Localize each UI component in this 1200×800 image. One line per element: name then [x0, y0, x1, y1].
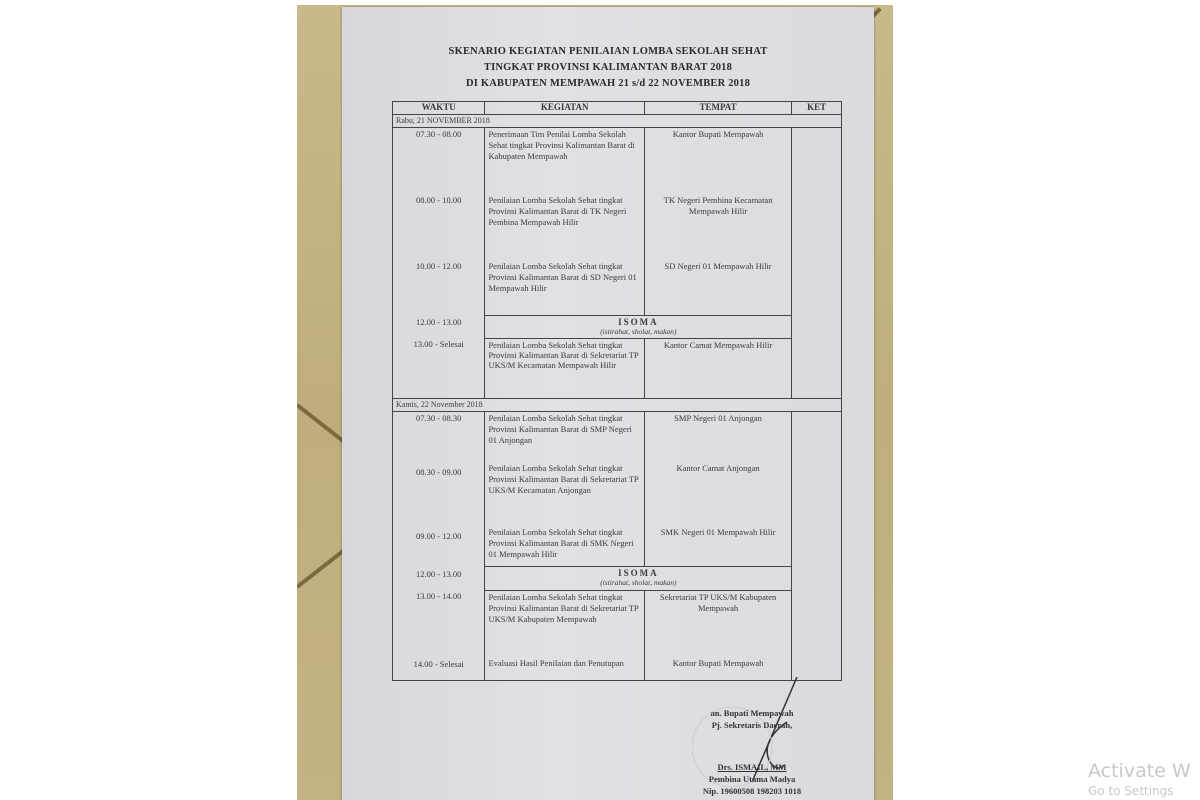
isoma-label: ISOMA	[618, 316, 659, 327]
isoma-sub: (istirahat, sholat, makan)	[600, 578, 677, 588]
header-kegiatan: KEGIATAN	[485, 102, 644, 115]
time-value: 12.00 - 13.00	[416, 317, 462, 327]
signature-block	[672, 707, 832, 797]
header-tempat: TEMPAT	[644, 102, 791, 115]
time-value: 07.30 - 08.30	[416, 413, 462, 423]
day-label: Kamis, 22 November 2018	[393, 399, 842, 412]
kegiatan-cell	[485, 412, 644, 567]
document-title	[342, 44, 874, 92]
floor-tile-line	[297, 403, 346, 443]
tempat-cell	[644, 412, 791, 567]
signatory-rank: Pembina Utama Madya	[708, 774, 796, 784]
tempat-text: SMK Negeri 01 Mempawah Hilir	[660, 527, 776, 537]
title-line-1: SKENARIO KEGIATAN PENILAIAN LOMBA SEKOLAH SEHAT	[448, 46, 768, 57]
table-header-row	[393, 102, 842, 115]
signatory-name: Drs. ISMAIL, MM	[717, 762, 787, 772]
kegiatan-text: Penilaian Lomba Sekolah Sehat tingkat Provinsi Kalimantan Barat di SMP Negeri 01 Anjongan	[488, 413, 632, 445]
watermark-line-2: Go to Settings	[1088, 784, 1174, 798]
tempat-text: Kantor Camat Mempawah Hilir	[644, 339, 791, 399]
time-value: 08.00 - 10.00	[416, 195, 462, 205]
time-cell	[393, 128, 485, 399]
table-row	[393, 412, 842, 567]
tempat-cell	[644, 590, 791, 680]
schedule-table	[392, 101, 842, 681]
time-value: 12.00 - 13.00	[416, 569, 462, 579]
tempat-text: Kantor Camat Anjongan	[676, 463, 760, 473]
header-waktu: WAKTU	[393, 102, 485, 115]
kegiatan-text: Penilaian Lomba Sekolah Sehat tingkat Provinsi Kalimantan Barat di Sekretariat TP UKS/M Kabupaten Mempawah	[488, 591, 639, 624]
tempat-text: SD Negeri 01 Mempawah Hilir	[664, 261, 772, 271]
kegiatan-text: Penilaian Lomba Sekolah Sehat tingkat Provinsi Kalimantan Barat di Sekretariat TP UKS/M Kecamatan Mempawah Hilir	[485, 339, 644, 399]
kegiatan-text: Penerimaan Tim Penilai Lomba Sekolah Sehat tingkat Provinsi Kalimantan Barat di Kabupaten Mempawah	[488, 129, 635, 161]
time-value: 08.30 - 09.00	[416, 467, 462, 477]
ket-cell	[792, 128, 842, 399]
day-row	[393, 115, 842, 128]
tempat-text: Kantor Bupati Mempawah	[672, 129, 764, 139]
kegiatan-cell	[485, 590, 644, 680]
tempat-text: TK Negeri Pembina Kecamatan Mempawah Hilir	[663, 195, 773, 216]
isoma-label: ISOMA	[618, 568, 659, 579]
time-value: 09.00 - 12.00	[416, 531, 462, 541]
day-label: Rabu, 21 NOVEMBER 2018	[393, 115, 842, 128]
header-ket: KET	[792, 102, 842, 115]
paper-sheet	[342, 7, 874, 800]
watermark-line-1: Activate W	[1088, 760, 1191, 782]
isoma-cell	[485, 315, 792, 338]
time-value: 07.30 - 08.00	[416, 129, 462, 139]
tempat-cell	[644, 128, 791, 316]
isoma-sub: (istirahat, sholat, makan)	[600, 326, 677, 336]
document-photo	[297, 5, 893, 800]
time-value: 14.00 - Selesai	[413, 659, 464, 669]
time-value: 13.00 - Selesai	[413, 339, 464, 349]
tempat-text: Sekretariat TP UKS/M Kabupaten Mempawah	[659, 591, 777, 613]
time-value: 10.00 - 12.00	[416, 261, 462, 271]
tempat-text: SMP Negeri 01 Anjongan	[674, 413, 762, 423]
ket-cell	[792, 412, 842, 681]
title-line-2: TINGKAT PROVINSI KALIMANTAN BARAT 2018	[483, 62, 733, 73]
kegiatan-text: Evaluasi Hasil Penilaian dan Penutupan	[488, 657, 624, 668]
table-row	[393, 128, 842, 316]
day-row	[393, 399, 842, 412]
signature-line-1: an. Bupati Mempawah	[710, 708, 794, 718]
kegiatan-text: Penilaian Lomba Sekolah Sehat tingkat Provinsi Kalimantan Barat di SD Negeri 01 Mempawah Hilir	[488, 261, 637, 293]
kegiatan-text: Penilaian Lomba Sekolah Sehat tingkat Provinsi Kalimantan Barat di TK Negeri Pembina Mempawah Hilir	[488, 195, 627, 227]
signatory-nip: Nip. 19600508 198203 1018	[702, 786, 802, 796]
tempat-text: Kantor Bupati Mempawah	[672, 657, 764, 668]
title-line-3: DI KABUPATEN MEMPAWAH 21 s/d 22 NOVEMBER 2018	[465, 78, 751, 89]
kegiatan-cell	[485, 128, 644, 316]
signature-line-2: Pj. Sekretaris Daerah,	[711, 720, 793, 730]
time-cell	[393, 412, 485, 681]
floor-tile-line	[297, 548, 346, 588]
isoma-cell	[485, 567, 792, 590]
time-value: 13.00 - 14.00	[416, 591, 462, 601]
activate-windows-watermark	[1088, 760, 1191, 798]
kegiatan-text: Penilaian Lomba Sekolah Sehat tingkat Provinsi Kalimantan Barat di Sekretariat TP UKS/M Kecamatan Anjongan	[488, 463, 639, 495]
kegiatan-text: Penilaian Lomba Sekolah Sehat tingkat Provinsi Kalimantan Barat di SMK Negeri 01 Mempawah Hilir	[488, 527, 634, 559]
